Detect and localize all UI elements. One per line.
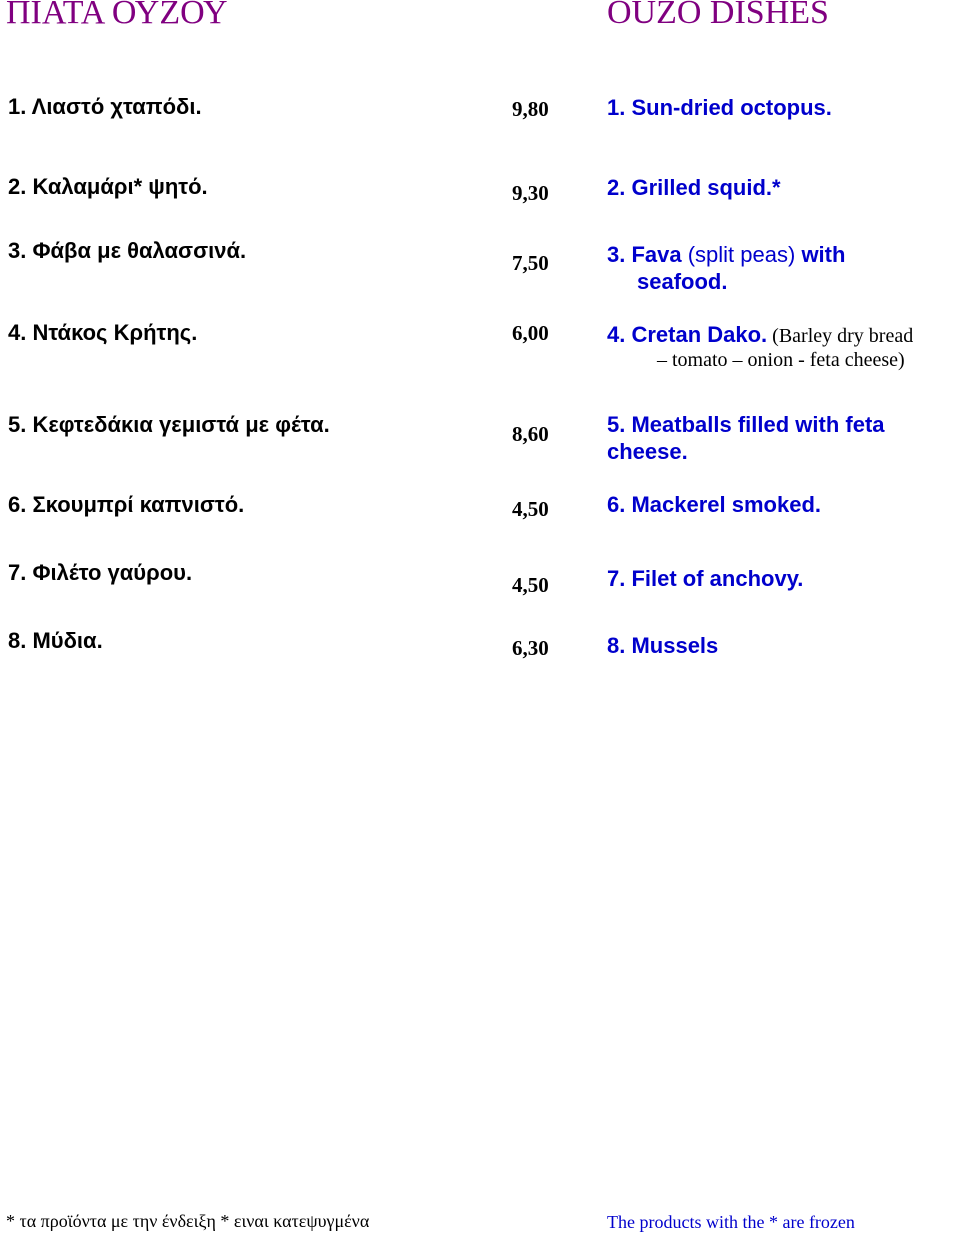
item-5-price: 8,60	[512, 422, 549, 446]
item-4-english-name: 4. Cretan Dako.	[607, 322, 768, 347]
item-3-english	[607, 241, 845, 295]
item-4-greek: 4. Ντάκος Κρήτης.	[8, 320, 198, 345]
item-4-note-line2: – tomato – onion - feta cheese)	[657, 349, 905, 371]
item-4-price: 6,00	[512, 321, 549, 345]
item-2-price: 9,30	[512, 181, 549, 205]
item-3-english-line2: seafood.	[637, 269, 728, 294]
item-3-english-with: with	[801, 242, 846, 267]
item-5-english	[607, 411, 885, 465]
item-6-price: 4,50	[512, 497, 549, 521]
footer-english-note: The products with the * are frozen	[607, 1212, 855, 1232]
item-7-greek: 7. Φιλέτο γαύρου.	[8, 560, 193, 585]
item-7-english: 7. Filet of anchovy.	[607, 566, 804, 591]
item-3-price: 7,50	[512, 251, 549, 275]
item-8-greek: 8. Μύδια.	[8, 628, 103, 653]
item-3-english-detail: (split peas)	[681, 242, 802, 267]
item-4-english	[607, 321, 913, 350]
item-8-english: 8. Mussels	[607, 633, 719, 658]
item-3-greek: 3. Φάβα με θαλασσινά.	[8, 238, 247, 263]
item-2-english: 2. Grilled squid.*	[607, 175, 781, 200]
item-1-greek: 1. Λιαστό χταπόδι.	[8, 94, 202, 119]
greek-title: ΠΙΑΤΑ ΟΥΖΟΥ	[6, 0, 228, 31]
item-5-greek: 5. Κεφτεδάκια γεμιστά με φέτα.	[8, 412, 330, 437]
english-title: OUZO DISHES	[607, 0, 829, 31]
item-1-english: 1. Sun-dried octopus.	[607, 95, 832, 120]
item-1-price: 9,80	[512, 97, 549, 121]
item-4-note-line1: (Barley dry bread	[767, 325, 914, 347]
item-6-greek: 6. Σκουμπρί καπνιστό.	[8, 492, 245, 517]
item-5-english-line2: cheese.	[607, 439, 688, 464]
item-6-english: 6. Mackerel smoked.	[607, 492, 822, 517]
item-8-price: 6,30	[512, 636, 549, 660]
item-3-english-name: 3. Fava	[607, 242, 682, 267]
item-2-greek: 2. Καλαμάρι* ψητό.	[8, 174, 208, 199]
item-5-english-line1: 5. Meatballs filled with feta	[607, 412, 885, 437]
item-7-price: 4,50	[512, 573, 549, 597]
footer-greek-note: * τα προϊόντα με την ένδειξη * ειναι κατεψυγμένα	[6, 1211, 370, 1231]
